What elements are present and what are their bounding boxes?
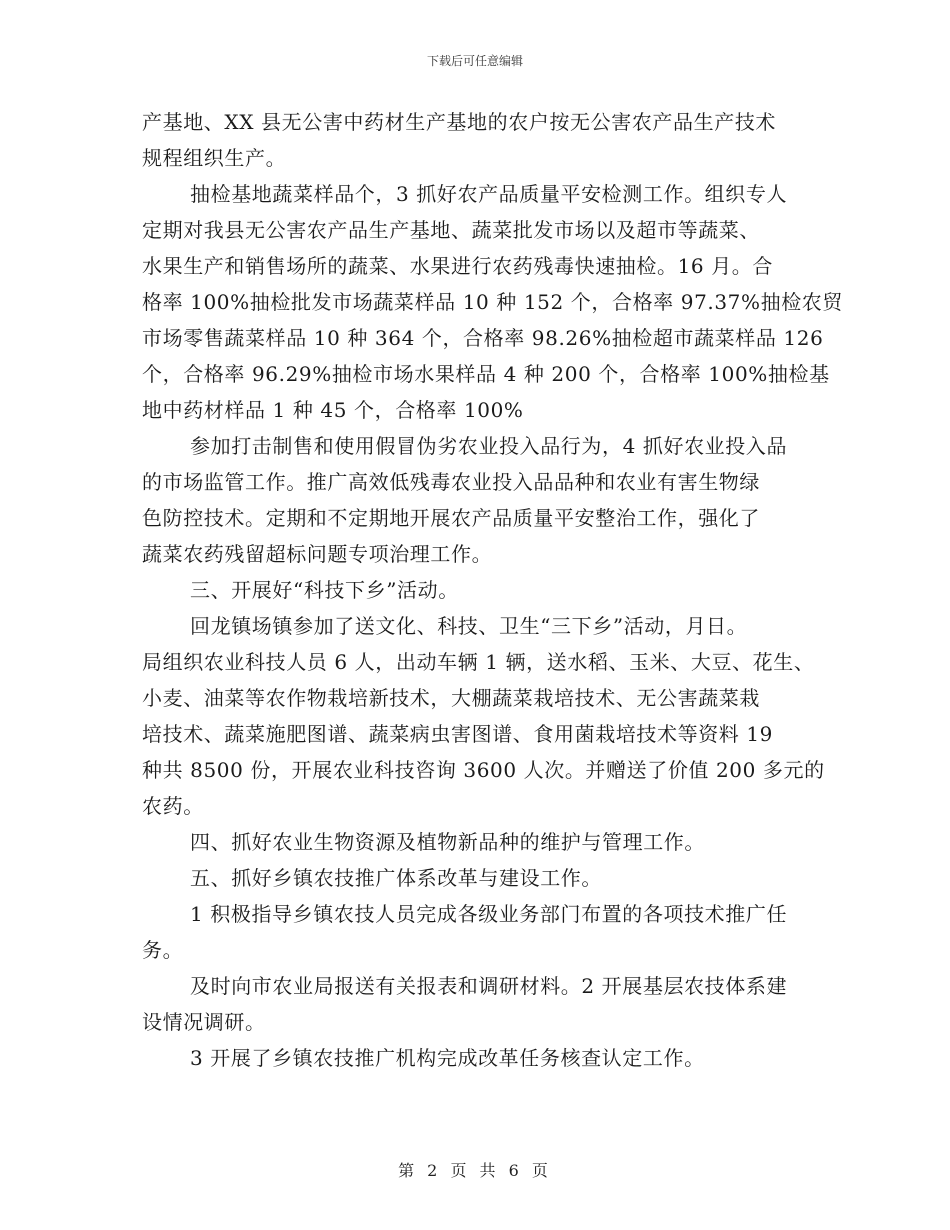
text-line: 及时向市农业局报送有关报表和调研材料。2 开展基层农技体系建 [190,974,788,998]
text-line: 务。 [142,938,184,962]
text-line: 格率 100%抽检批发市场蔬菜样品 10 种 152 个，合格率 97.37%抽检农贸 [142,290,844,314]
text-line: 3 开展了乡镇农技推广机构完成改革任务核查认定工作。 [190,1046,705,1070]
page-footer: 第 2 页 共 6 页 [398,1161,552,1180]
text-line: 局组织农业科技人员 6 人，出动车辆 1 辆，送水稻、玉米、大豆、花生、 [142,650,815,674]
text-line: 规程组织生产。 [142,146,287,170]
text-line: 农药。 [142,794,204,818]
page-header: 下载后可任意编辑 [426,54,523,68]
text-line: 设情况调研。 [142,1010,266,1034]
text-line: 蔬菜农药残留超标问题专项治理工作。 [142,542,493,566]
text-line: 色防控技术。定期和不定期地开展农产品质量平安整治工作，强化了 [142,506,760,530]
text-line: 种共 8500 份，开展农业科技咨询 3600 人次。并赠送了价值 200 多元的 [142,758,825,782]
text-line: 水果生产和销售场所的蔬菜、水果进行农药残毒快速抽检。16 月。合 [142,254,774,278]
document-body [142,104,844,1076]
section-heading: 四、抓好农业生物资源及植物新品种的维护与管理工作。 [190,830,705,854]
text-line: 参加打击制售和使用假冒伪劣农业投入品行为，4 抓好农业投入品 [190,434,788,458]
text-line: 定期对我县无公害农产品生产基地、蔬菜批发市场以及超市等蔬菜、 [142,218,760,242]
text-line: 市场零售蔬菜样品 10 种 364 个，合格率 98.26%抽检超市蔬菜样品 126 [142,326,824,350]
text-line: 个，合格率 96.29%抽检市场水果样品 4 种 200 个，合格率 100%抽检基 [142,362,830,386]
text-line: 地中药材样品 1 种 45 个，合格率 100% [142,398,524,422]
text-line: 产基地、XX 县无公害中药材生产基地的农户按无公害农产品生产技术 [142,110,777,134]
text-line: 1 积极指导乡镇农技人员完成各级业务部门布置的各项技术推广任 [190,902,788,926]
text-line: 抽检基地蔬菜样品个，3 抓好农产品质量平安检测工作。组织专人 [190,182,788,206]
text-line: 培技术、蔬菜施肥图谱、蔬菜病虫害图谱、食用菌栽培技术等资料 19 [142,722,774,746]
section-heading: 五、抓好乡镇农技推广体系改革与建设工作。 [190,866,602,890]
text-line: 小麦、油菜等农作物栽培新技术，大棚蔬菜栽培技术、无公害蔬菜栽 [142,686,760,710]
section-heading: 三、开展好“科技下乡”活动。 [190,578,459,602]
text-line: 回龙镇场镇参加了送文化、科技、卫生“三下乡”活动，月日。 [190,614,748,638]
text-line: 的市场监管工作。推广高效低残毒农业投入品品种和农业有害生物绿 [142,470,760,494]
